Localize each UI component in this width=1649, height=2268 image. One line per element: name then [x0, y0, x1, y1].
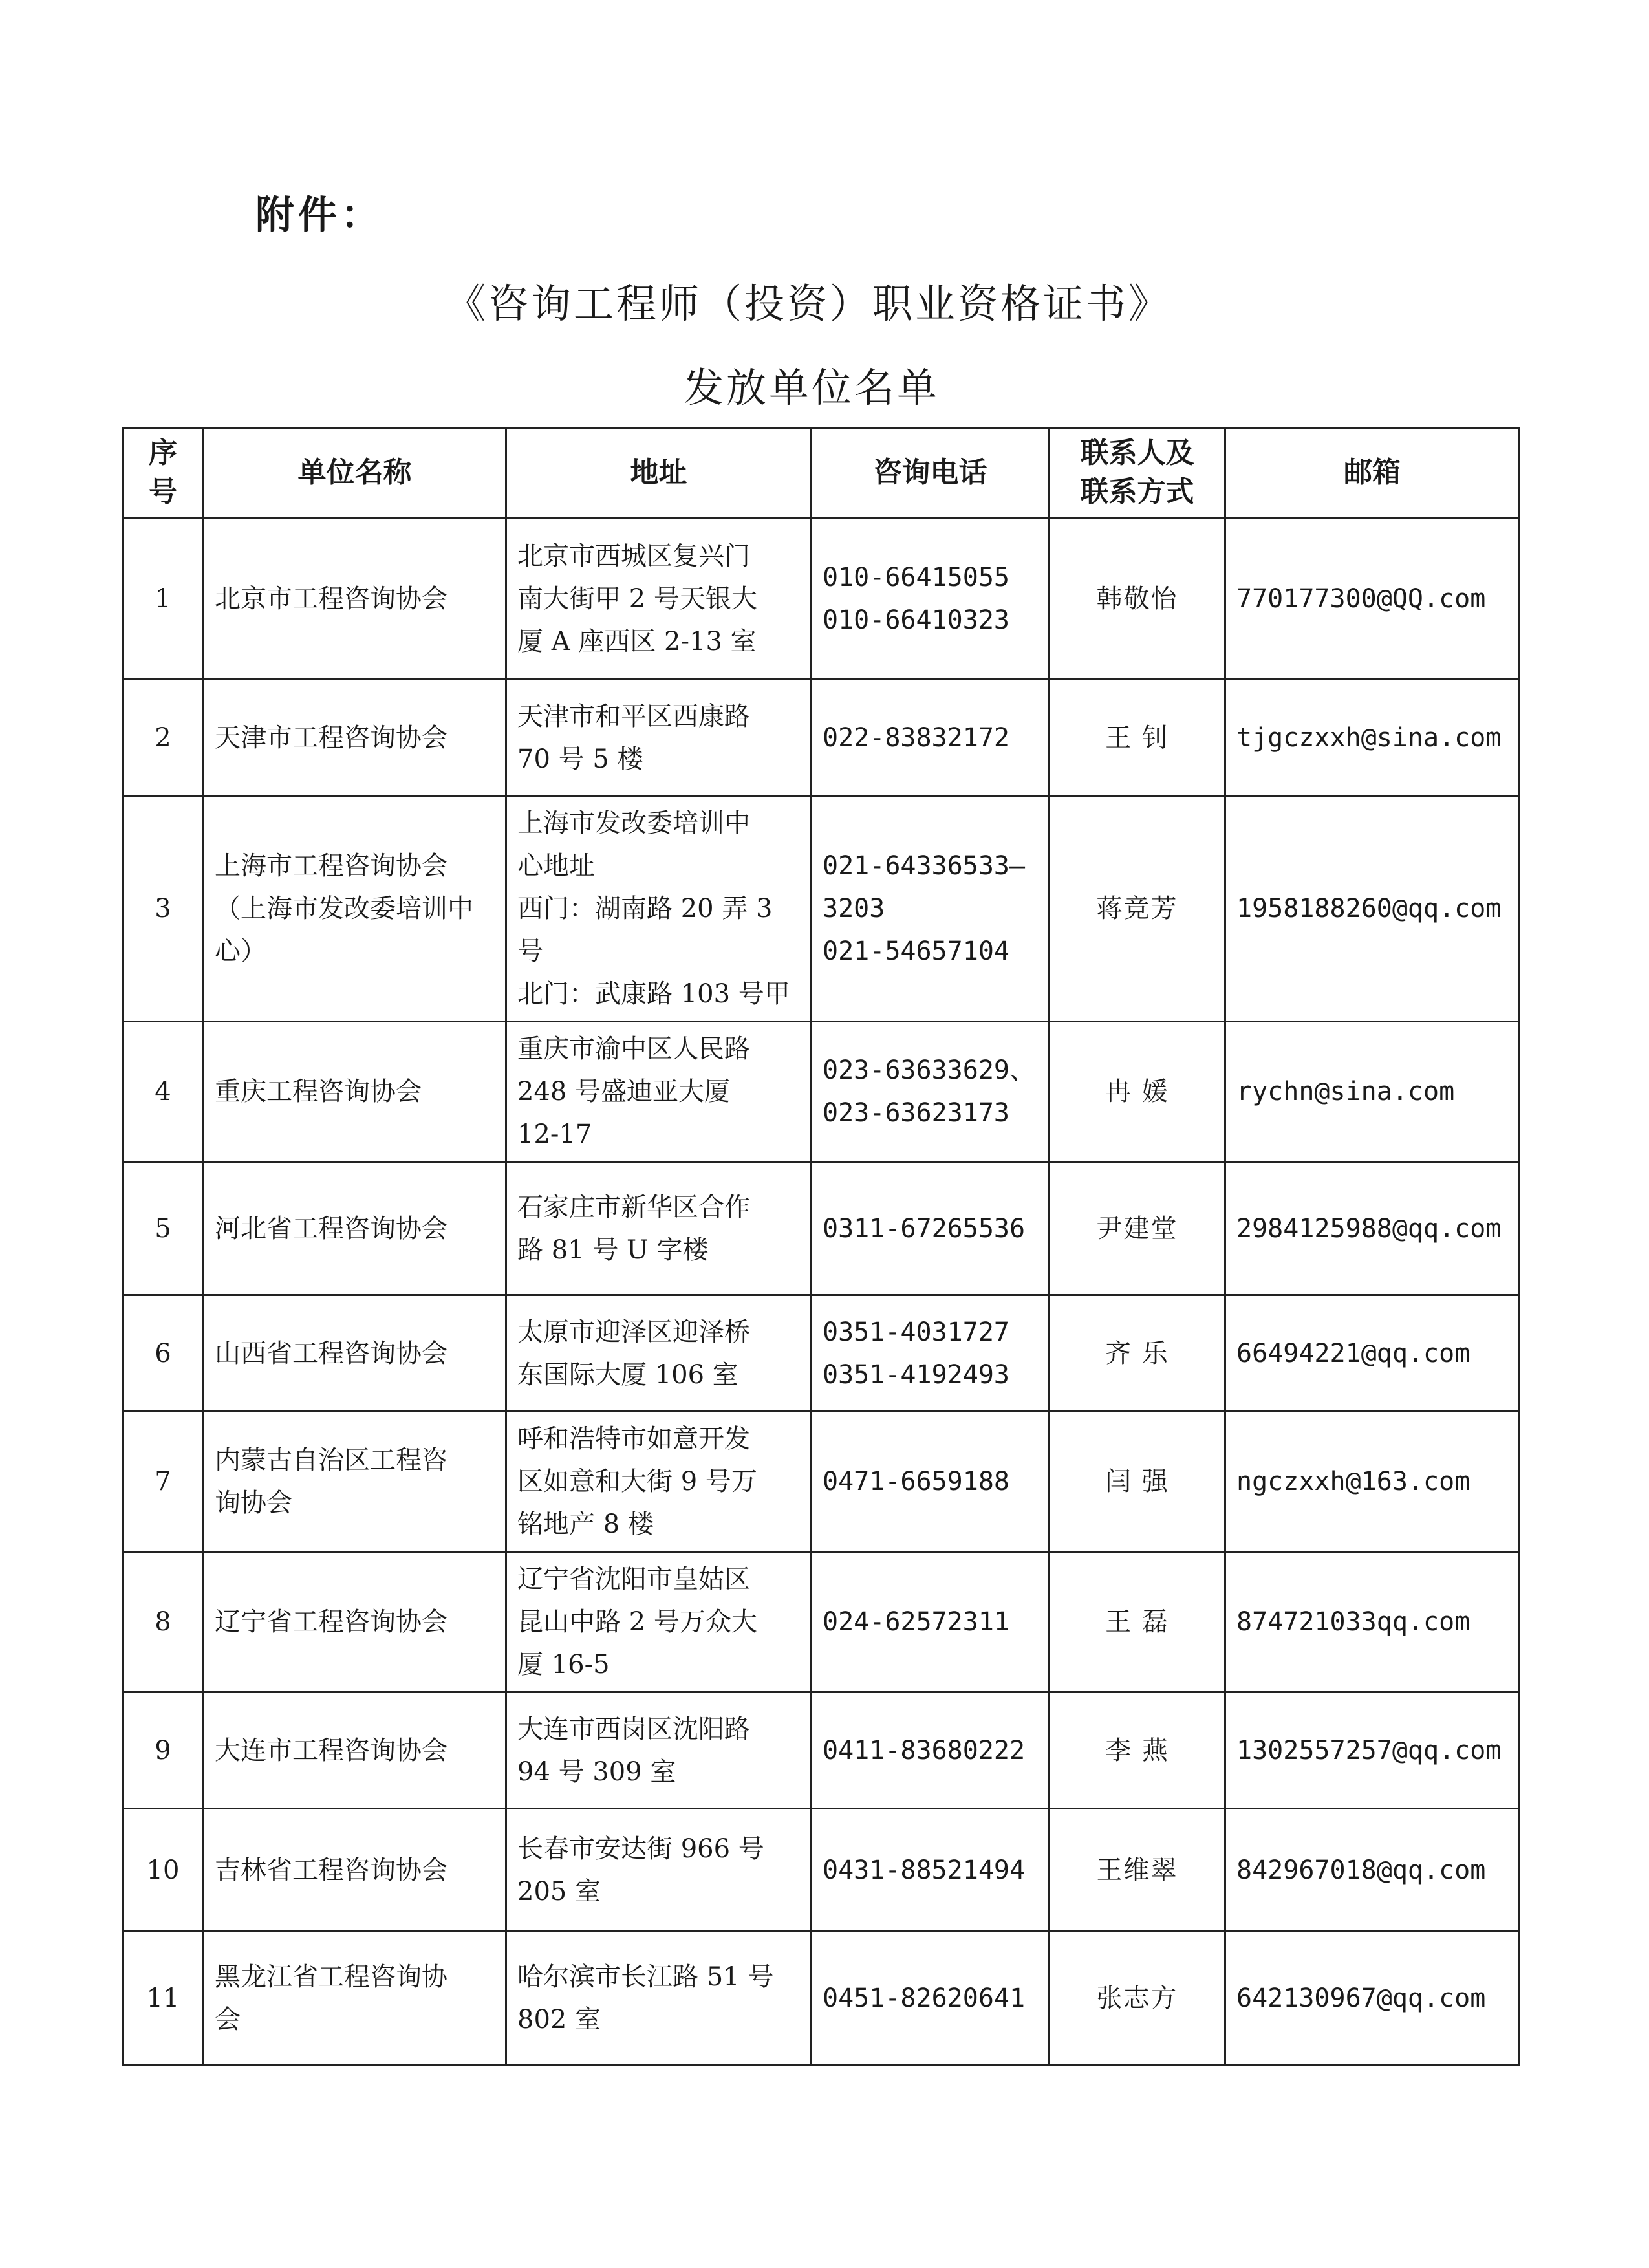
cell-unit-name-line: 大连市工程咨询协会	[215, 1735, 447, 1766]
cell-phone-line: 0311-67265536	[823, 1213, 1026, 1244]
cell-address-line: 西门：湖南路 20 弄 3	[517, 894, 773, 923]
cell-address	[506, 796, 812, 1022]
cell-phone-line: 010-66415055	[823, 562, 1009, 592]
cell-address-line: 昆山中路 2 号万众大	[517, 1607, 757, 1637]
attachment-label: 附件：	[255, 193, 383, 238]
cell-unit-name-line: 上海市工程咨询协会	[215, 851, 447, 881]
cell-unit-name-line: 内蒙古自治区工程咨	[215, 1445, 447, 1475]
table-row	[123, 1932, 1520, 2065]
cell-no: 4	[123, 1022, 204, 1162]
cell-email: 1302557257@qq.com	[1225, 1692, 1520, 1809]
table-row	[123, 518, 1520, 680]
cell-phone-line: 010-66410323	[823, 605, 1009, 635]
cell-address-line: 区如意和大街 9 号万	[517, 1467, 757, 1496]
cell-unit-name	[204, 1162, 506, 1295]
table-row	[123, 1022, 1520, 1162]
cell-email: 642130967@qq.com	[1225, 1932, 1520, 2065]
cell-address-line: 天津市和平区西康路	[517, 701, 750, 731]
cell-unit-name-line: 黑龙江省工程咨询协	[215, 1961, 447, 1992]
table-row	[123, 680, 1520, 796]
cell-unit-name-line: 山西省工程咨询协会	[215, 1338, 447, 1368]
cell-phone-line: 0471-6659188	[823, 1467, 1009, 1496]
cell-address-line: 205 室	[517, 1876, 601, 1906]
cell-contact: 张志方	[1050, 1932, 1225, 2065]
cell-address-line: 70 号 5 楼	[517, 744, 643, 774]
cell-phone-line: 0431-88521494	[823, 1855, 1026, 1885]
cell-address	[506, 1162, 812, 1295]
cell-unit-name	[204, 1022, 506, 1162]
cell-phone	[812, 1022, 1050, 1162]
table-row	[123, 796, 1520, 1022]
cell-unit-name-line: 河北省工程咨询协会	[215, 1213, 447, 1244]
cell-email: tjgczxxh@sina.com	[1225, 680, 1520, 796]
cell-no: 5	[123, 1162, 204, 1295]
cell-unit-name-line: 吉林省工程咨询协会	[215, 1855, 447, 1885]
cell-contact: 尹建堂	[1050, 1162, 1225, 1295]
cell-address-line: 铭地产 8 楼	[517, 1509, 654, 1539]
cell-contact: 韩敬怡	[1050, 518, 1225, 680]
issuing-units-table	[122, 427, 1520, 2066]
cell-no: 3	[123, 796, 204, 1022]
cell-address	[506, 1412, 812, 1552]
cell-address	[506, 680, 812, 796]
cell-address-line: 重庆市渝中区人民路	[517, 1034, 750, 1064]
cell-phone	[812, 680, 1050, 796]
cell-phone-line: 0451-82620641	[823, 1983, 1026, 2013]
cell-email: ngczxxh@163.com	[1225, 1412, 1520, 1552]
cell-address-line: 辽宁省沈阳市皇姑区	[517, 1564, 750, 1594]
cell-no: 8	[123, 1552, 204, 1692]
table-row	[123, 1162, 1520, 1295]
cell-phone-line: 0411-83680222	[823, 1735, 1026, 1766]
cell-no: 9	[123, 1692, 204, 1809]
cell-contact: 王维翠	[1050, 1809, 1225, 1932]
cell-address-line: 号	[517, 936, 543, 966]
cell-contact: 王 钊	[1050, 680, 1225, 796]
cell-address-line: 北门：武康路 103 号甲	[517, 979, 790, 1009]
cell-address-line: 94 号 309 室	[517, 1756, 676, 1787]
cell-address-line: 厦 A 座西区 2-13 室	[517, 626, 757, 656]
cell-address	[506, 1809, 812, 1932]
cell-no: 6	[123, 1295, 204, 1412]
cell-phone-line: 021-54657104	[823, 936, 1009, 966]
document-title: 《咨询工程师（投资）职业资格证书》	[445, 280, 1171, 327]
header-unit: 单位名称	[204, 428, 506, 518]
cell-email: 66494221@qq.com	[1225, 1295, 1520, 1412]
header-contact	[1050, 428, 1225, 518]
cell-phone	[812, 796, 1050, 1022]
cell-contact: 闫 强	[1050, 1412, 1225, 1552]
cell-unit-name	[204, 1692, 506, 1809]
cell-address-line: 12-17	[517, 1119, 592, 1149]
table-row	[123, 1552, 1520, 1692]
cell-address-line: 石家庄市新华区合作	[517, 1192, 750, 1222]
cell-phone	[812, 1412, 1050, 1552]
cell-address-line: 北京市西城区复兴门	[517, 541, 750, 571]
cell-phone	[812, 1692, 1050, 1809]
cell-phone-line: 023-63623173	[823, 1098, 1009, 1128]
cell-email: 770177300@QQ.com	[1225, 518, 1520, 680]
cell-phone-line: 0351-4031727	[823, 1317, 1009, 1347]
cell-unit-name-line: （上海市发改委培训中	[215, 894, 473, 923]
cell-unit-name-line: 北京市工程咨询协会	[215, 583, 447, 614]
cell-phone	[812, 1162, 1050, 1295]
cell-email: 874721033qq.com	[1225, 1552, 1520, 1692]
cell-phone-line: 3203	[823, 894, 885, 923]
cell-phone	[812, 1295, 1050, 1412]
cell-phone	[812, 1809, 1050, 1932]
header-address: 地址	[506, 428, 812, 518]
cell-unit-name	[204, 680, 506, 796]
cell-unit-name-line: 天津市工程咨询协会	[215, 722, 447, 753]
cell-email: 2984125988@qq.com	[1225, 1162, 1520, 1295]
cell-address-line: 呼和浩特市如意开发	[517, 1424, 750, 1454]
cell-address-line: 厦 16-5	[517, 1650, 610, 1679]
cell-no: 7	[123, 1412, 204, 1552]
cell-address-line: 大连市西岗区沈阳路	[517, 1714, 750, 1744]
table-header-row	[123, 428, 1520, 518]
cell-email: 842967018@qq.com	[1225, 1809, 1520, 1932]
cell-unit-name	[204, 1552, 506, 1692]
cell-address-line: 南大街甲 2 号天银大	[517, 583, 757, 614]
cell-phone-line: 0351-4192493	[823, 1359, 1009, 1390]
cell-address-line: 东国际大厦 106 室	[517, 1359, 738, 1390]
cell-address-line: 路 81 号 U 字楼	[517, 1235, 709, 1265]
cell-unit-name-line: 询协会	[215, 1488, 292, 1518]
header-contact-line: 联系人及	[1080, 437, 1194, 470]
cell-address-line: 248 号盛迪亚大厦	[517, 1077, 731, 1107]
cell-address	[506, 1552, 812, 1692]
cell-phone-line: 023-63633629、	[823, 1055, 1035, 1085]
cell-unit-name	[204, 518, 506, 680]
cell-unit-name-line: 会	[215, 2004, 241, 2035]
cell-address	[506, 1295, 812, 1412]
cell-unit-name-line: 心）	[215, 936, 266, 966]
header-email: 邮箱	[1225, 428, 1520, 518]
cell-contact: 齐 乐	[1050, 1295, 1225, 1412]
cell-address-line: 太原市迎泽区迎泽桥	[517, 1317, 750, 1347]
cell-address	[506, 1932, 812, 2065]
table-row	[123, 1412, 1520, 1552]
header-no-line: 号	[149, 475, 177, 508]
cell-address-line: 长春市安达街 966 号	[517, 1833, 764, 1864]
cell-contact: 李 燕	[1050, 1692, 1225, 1809]
cell-contact: 冉 媛	[1050, 1022, 1225, 1162]
cell-unit-name	[204, 1932, 506, 2065]
header-no-line: 序	[149, 437, 177, 470]
cell-contact: 王 磊	[1050, 1552, 1225, 1692]
cell-unit-name	[204, 1295, 506, 1412]
cell-address-line: 上海市发改委培训中	[517, 808, 750, 838]
cell-no: 11	[123, 1932, 204, 2065]
header-phone: 咨询电话	[812, 428, 1050, 518]
cell-unit-name-line: 重庆工程咨询协会	[215, 1077, 422, 1107]
table-row	[123, 1809, 1520, 1932]
cell-address	[506, 518, 812, 680]
cell-phone-line: 024-62572311	[823, 1607, 1009, 1637]
table-body	[123, 518, 1520, 2065]
cell-no: 1	[123, 518, 204, 680]
cell-address-line: 802 室	[517, 2004, 601, 2035]
cell-no: 10	[123, 1809, 204, 1932]
table-row	[123, 1295, 1520, 1412]
header-contact-line: 联系方式	[1080, 475, 1194, 508]
cell-no: 2	[123, 680, 204, 796]
cell-contact: 蒋竞芳	[1050, 796, 1225, 1022]
cell-phone	[812, 1552, 1050, 1692]
cell-phone-line: 022-83832172	[823, 722, 1009, 753]
cell-address-line: 哈尔滨市长江路 51 号	[517, 1961, 774, 1992]
document-subtitle: 发放单位名单	[683, 364, 940, 411]
cell-email: rychn@sina.com	[1225, 1022, 1520, 1162]
cell-phone	[812, 1932, 1050, 2065]
table-row	[123, 1692, 1520, 1809]
cell-address-line: 心地址	[517, 851, 595, 881]
header-no	[123, 428, 204, 518]
cell-email: 1958188260@qq.com	[1225, 796, 1520, 1022]
cell-unit-name	[204, 1809, 506, 1932]
cell-phone	[812, 518, 1050, 680]
cell-unit-name-line: 辽宁省工程咨询协会	[215, 1607, 447, 1637]
cell-phone-line: 021-64336533—	[823, 851, 1026, 881]
cell-unit-name	[204, 1412, 506, 1552]
cell-unit-name	[204, 796, 506, 1022]
cell-address	[506, 1692, 812, 1809]
cell-address	[506, 1022, 812, 1162]
